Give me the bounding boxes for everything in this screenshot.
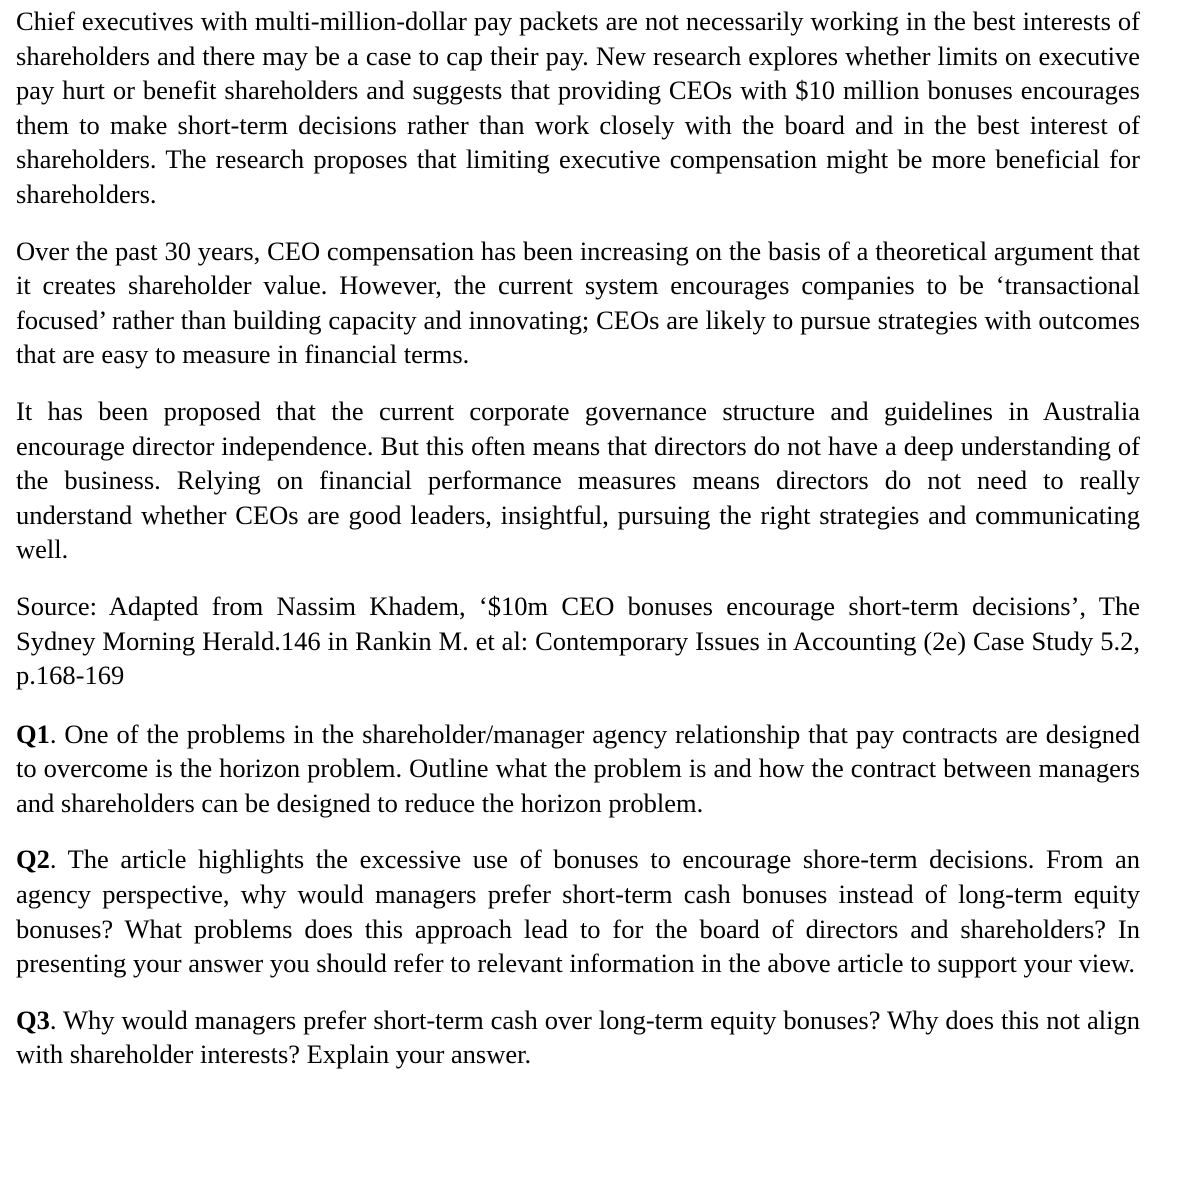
question-1-text: One of the problems in the shareholder/manager agency relationship that pay contracts are designed to overcome is the horizon problem. Outline what the problem is and how the contract between managers and shareholders can be designed to reduce the horizon problem. <box>16 718 1141 818</box>
question-1-label: Q1 <box>16 718 50 749</box>
question-3-separator: . <box>49 1004 63 1035</box>
source-citation: Source: Adapted from Nassim Khadem, ‘$10m CEO bonuses encourage short-term decisions’, The Sydney Morning Herald.146 in Rankin M. et al: Contemporary Issues in Accounting (2e) Case Study 5.2, p.168-169 <box>16 590 1140 691</box>
question-3-text: Why would managers prefer short-term cash over long-term equity bonuses? Why does this not align with shareholder interests? Explain your answer. <box>16 1004 1140 1070</box>
question-2-text: The article highlights the excessive use of bonuses to encourage shore-term decisions. From an agency perspective, why would managers prefer short-term cash bonuses instead of long-term equity bonuses? What problems does this approach lead to for the board of directors and shareholders? In presenting your answer you should refer to relevant information in the above article to support your view. <box>16 844 1140 979</box>
governance-paragraph: It has been proposed that the current corporate governance structure and guidelines in Australia encourage director independence. But this often means that directors do not have a deep understanding of the business. Relying on financial performance measures means directors do not need to really understand whether CEOs are good leaders, insightful, pursuing the right strategies and communicating well. <box>16 395 1140 565</box>
question-1-separator: . <box>49 718 65 749</box>
question-2-separator: . <box>49 844 68 875</box>
question-2-label: Q2 <box>16 844 50 875</box>
intro-paragraph: Chief executives with multi-million-dollar pay packets are not necessarily working in the best interests of shareholders and there may be a case to cap their pay. New research explores whether limits on executive pay hurt or benefit shareholders and suggests that providing CEOs with $10 million bonuses encourages them to make short-term decisions rather than work closely with the board and in the best interest of shareholders. The research proposes that limiting executive compensation might be more beneficial for shareholders. <box>16 6 1140 209</box>
question-3 <box>16 1003 1140 1072</box>
question-1 <box>16 717 1140 821</box>
compensation-trend-paragraph: Over the past 30 years, CEO compensation has been increasing on the basis of a theoretical argument that it creates shareholder value. However, the current system encourages companies to be ‘transactional focused’ rather than building capacity and innovating; CEOs are likely to pursue strategies with outcomes that are easy to measure in financial terms. <box>16 235 1140 370</box>
question-3-label: Q3 <box>16 1004 50 1035</box>
question-2 <box>16 842 1140 980</box>
